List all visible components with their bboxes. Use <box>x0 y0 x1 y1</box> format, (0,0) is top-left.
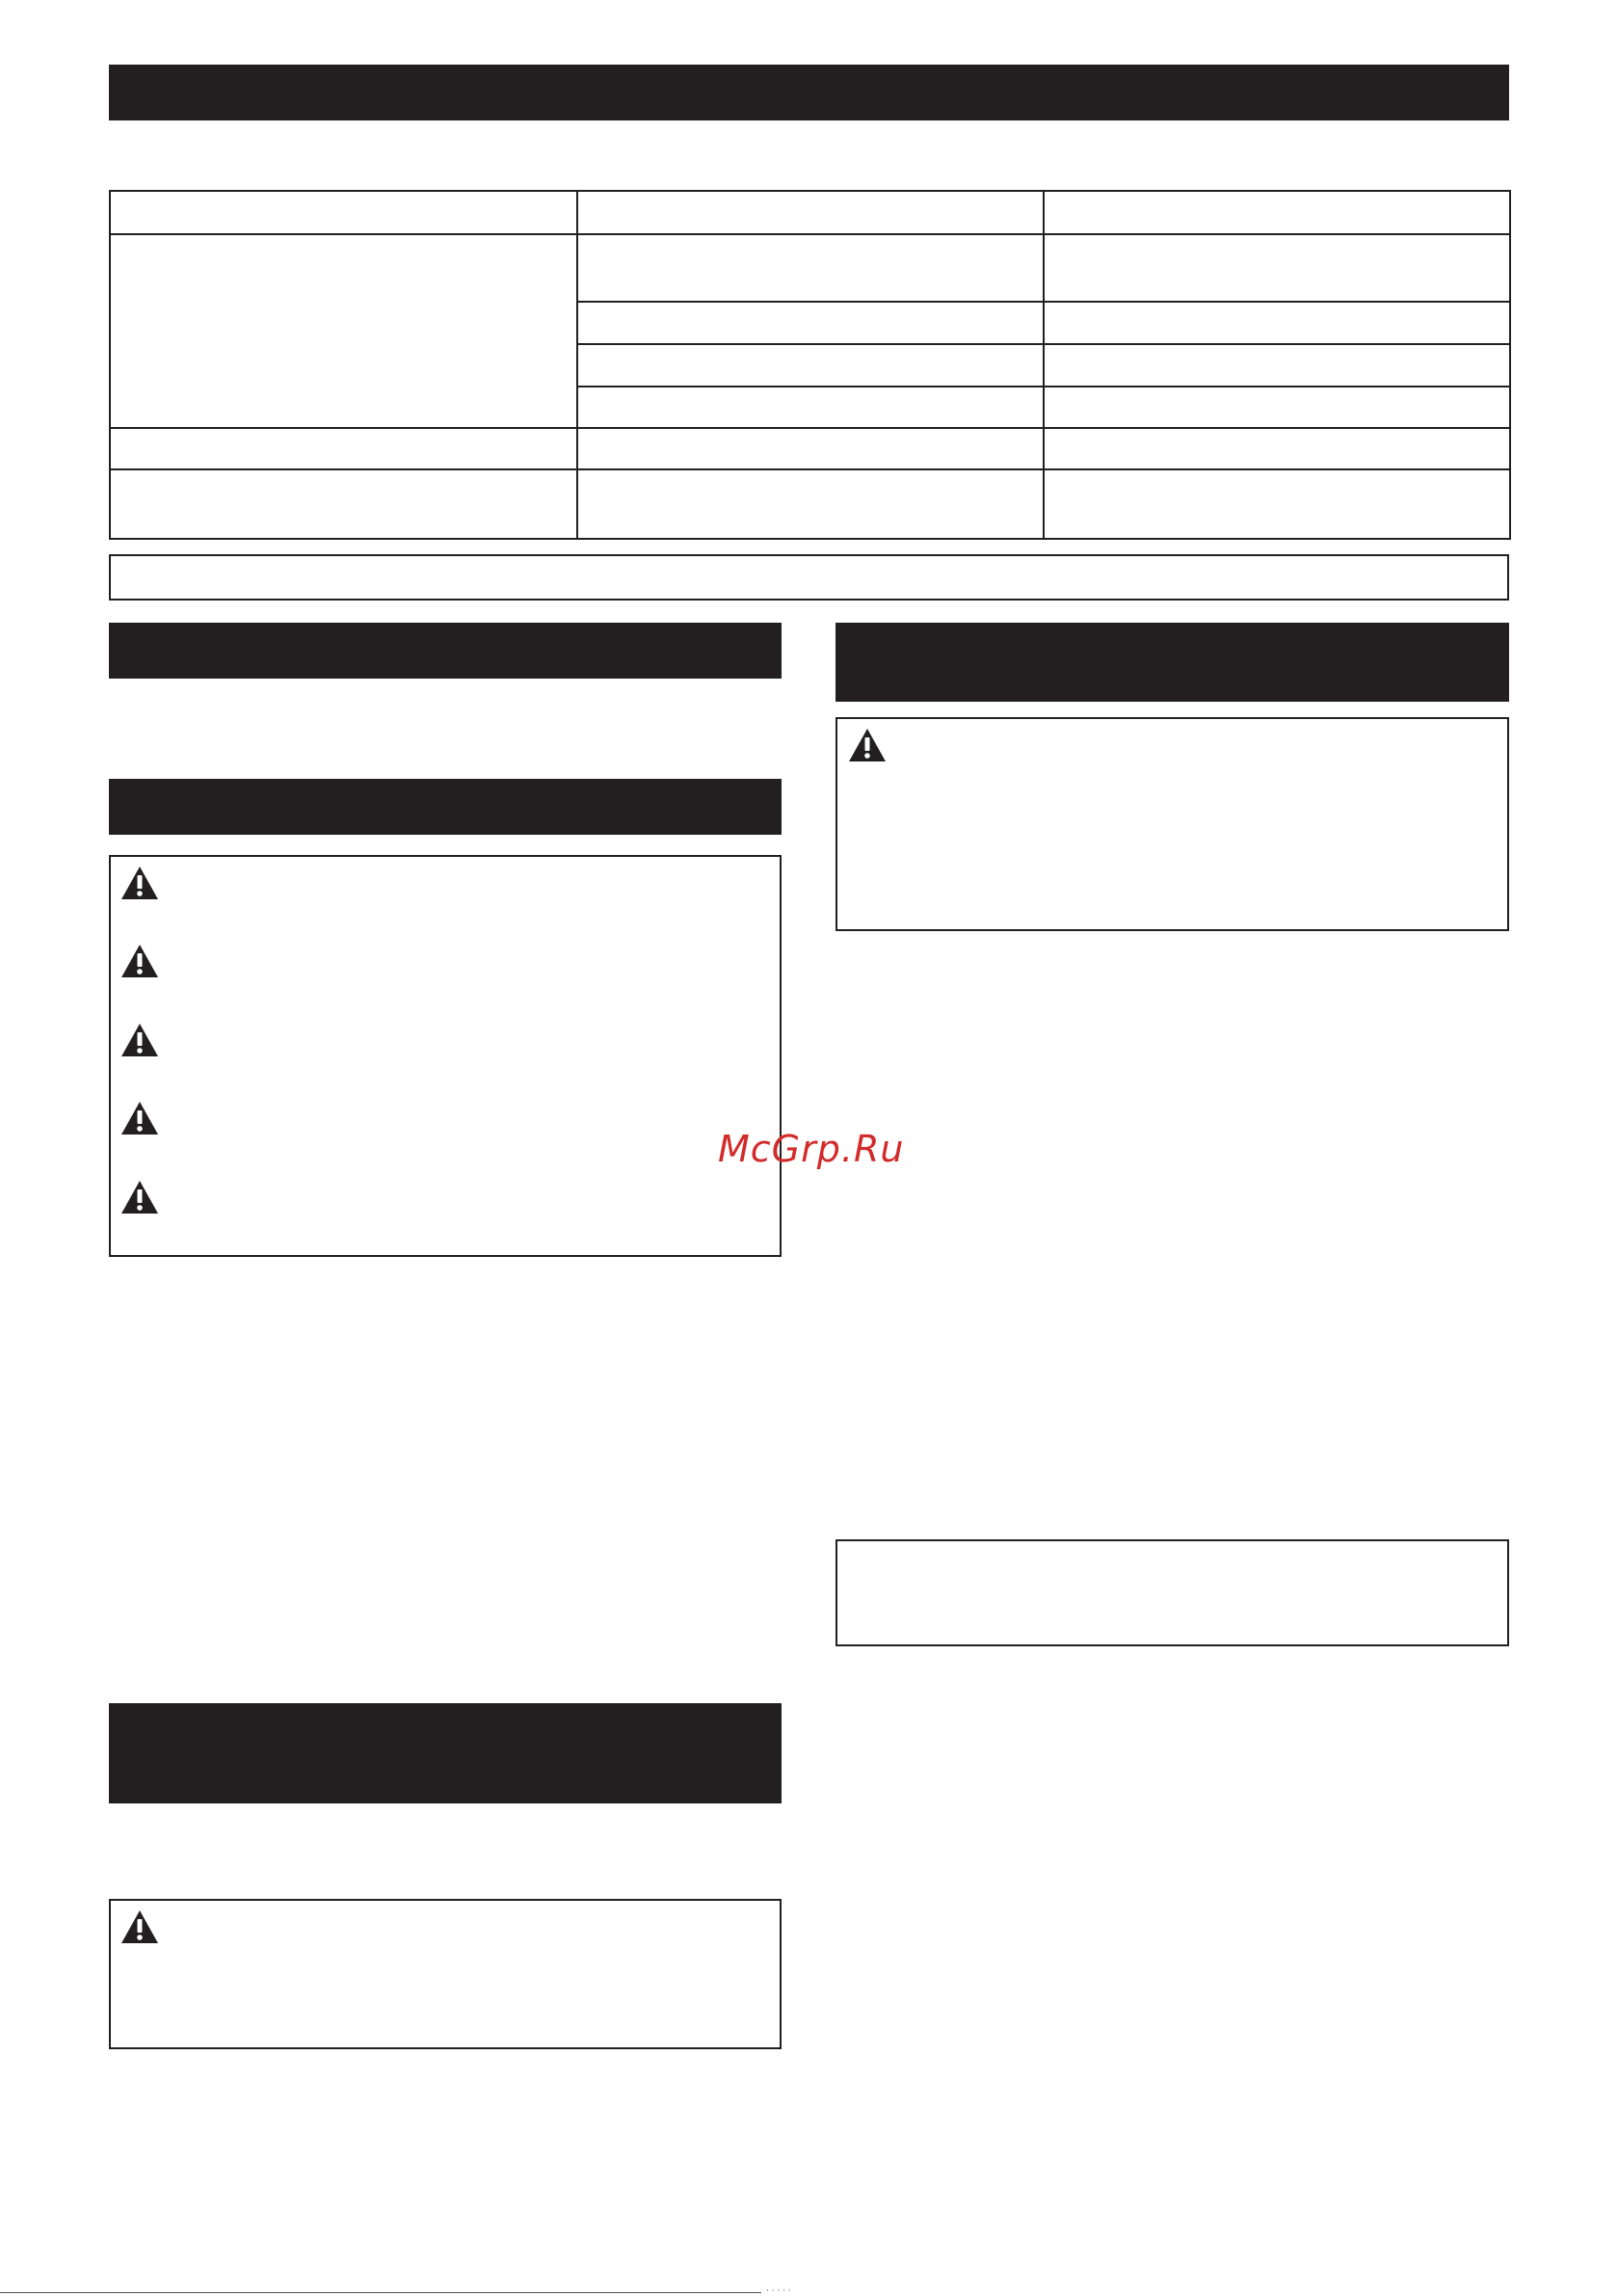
table-cell <box>110 428 577 469</box>
warning-triangle-icon <box>120 866 159 900</box>
safety-warnings-box <box>109 855 782 1257</box>
table-cell <box>577 469 1044 539</box>
table-cell <box>577 344 1044 387</box>
table-cell <box>577 191 1044 234</box>
table-cell <box>1044 469 1510 539</box>
table-cell <box>1044 387 1510 428</box>
table-cell <box>1044 191 1510 234</box>
footer-marks: · · · · · <box>766 2286 791 2296</box>
table-row <box>110 428 1510 469</box>
footer-rule <box>0 2292 761 2293</box>
table-cell <box>1044 302 1510 344</box>
warning-triangle-icon <box>120 944 159 978</box>
table-row <box>110 234 1510 302</box>
left-bottom-warning-box <box>109 1899 782 2049</box>
table-cell <box>577 387 1044 428</box>
warning-triangle-icon <box>848 728 887 762</box>
table-header-row <box>110 191 1510 234</box>
table-cell <box>110 191 577 234</box>
left-section-bar-2 <box>109 779 782 835</box>
right-warning-box <box>836 717 1509 931</box>
warning-triangle-icon <box>120 1023 159 1057</box>
table-row <box>110 469 1510 539</box>
left-section-bar-1 <box>109 623 782 679</box>
table-cell <box>1044 428 1510 469</box>
watermark-text: McGrp.Ru <box>718 1128 905 1170</box>
right-section-bar-1 <box>836 623 1509 702</box>
table-cell <box>577 428 1044 469</box>
section-header-bar <box>109 65 1509 120</box>
specification-table <box>109 190 1511 540</box>
table-cell <box>1044 234 1510 302</box>
warning-triangle-icon <box>120 1909 159 1944</box>
right-note-box <box>836 1539 1509 1646</box>
table-cell <box>577 234 1044 302</box>
warning-triangle-icon <box>120 1101 159 1135</box>
left-section-bar-3 <box>109 1703 782 1803</box>
table-cell <box>1044 344 1510 387</box>
table-cell <box>577 302 1044 344</box>
warning-triangle-icon <box>120 1180 159 1215</box>
table-cell <box>110 469 577 539</box>
table-cell <box>110 234 577 428</box>
table-note-box <box>109 554 1509 601</box>
